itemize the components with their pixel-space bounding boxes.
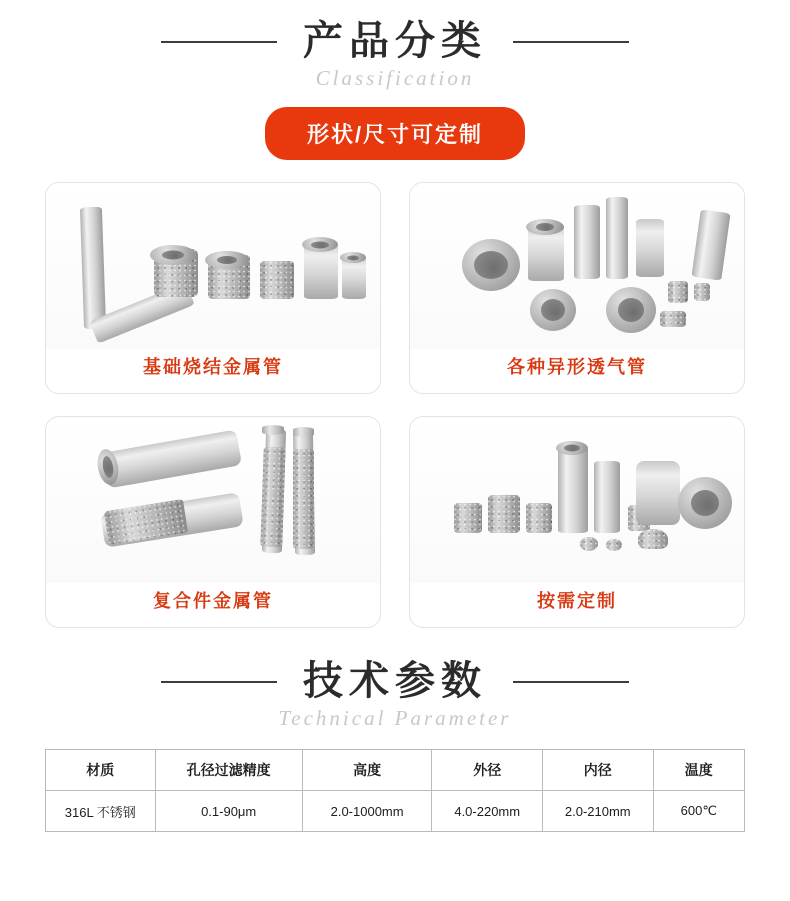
product-page xyxy=(0,18,790,901)
product-card-grid xyxy=(45,182,745,628)
product-card[interactable] xyxy=(409,416,745,628)
spec-cell: 4.0-220mm xyxy=(432,791,543,832)
spec-cell: 0.1-90μm xyxy=(155,791,302,832)
composite-metal-tubes-photo xyxy=(46,417,380,583)
technical-title-en: Technical Parameter xyxy=(278,706,512,730)
sintered-metal-tubes-photo xyxy=(46,183,380,349)
product-card-caption: 按需定制 xyxy=(537,591,617,611)
spec-header-cell: 外径 xyxy=(432,750,543,791)
classification-heading xyxy=(0,18,790,91)
spec-header-cell: 高度 xyxy=(302,750,432,791)
product-card-caption: 基础烧结金属管 xyxy=(143,357,283,377)
customization-banner-wrap xyxy=(0,107,790,160)
spec-header-cell: 孔径过滤精度 xyxy=(155,750,302,791)
spec-table-row xyxy=(46,791,745,832)
technical-heading xyxy=(0,658,790,731)
spec-cell: 600℃ xyxy=(653,791,744,832)
shaped-breathable-tubes-photo xyxy=(410,183,744,349)
spec-table-wrap xyxy=(45,749,745,832)
product-card-caption: 各种异形透气管 xyxy=(507,357,647,377)
product-card[interactable] xyxy=(45,416,381,628)
product-card[interactable] xyxy=(45,182,381,394)
spec-table xyxy=(45,749,745,832)
spec-cell: 2.0-1000mm xyxy=(302,791,432,832)
spec-cell: 316L 不锈钢 xyxy=(46,791,156,832)
spec-header-cell: 内径 xyxy=(543,750,654,791)
customization-banner: 形状/尺寸可定制 xyxy=(265,107,525,160)
classification-title-cn: 产品分类 xyxy=(277,18,513,64)
custom-parts-photo xyxy=(410,417,744,583)
spec-header-cell: 温度 xyxy=(653,750,744,791)
technical-title-cn: 技术参数 xyxy=(277,658,513,704)
spec-cell: 2.0-210mm xyxy=(543,791,654,832)
product-card-caption: 复合件金属管 xyxy=(153,591,273,611)
spec-header-cell: 材质 xyxy=(46,750,156,791)
spec-table-header-row xyxy=(46,750,745,791)
product-card[interactable] xyxy=(409,182,745,394)
classification-title-en: Classification xyxy=(315,66,475,90)
